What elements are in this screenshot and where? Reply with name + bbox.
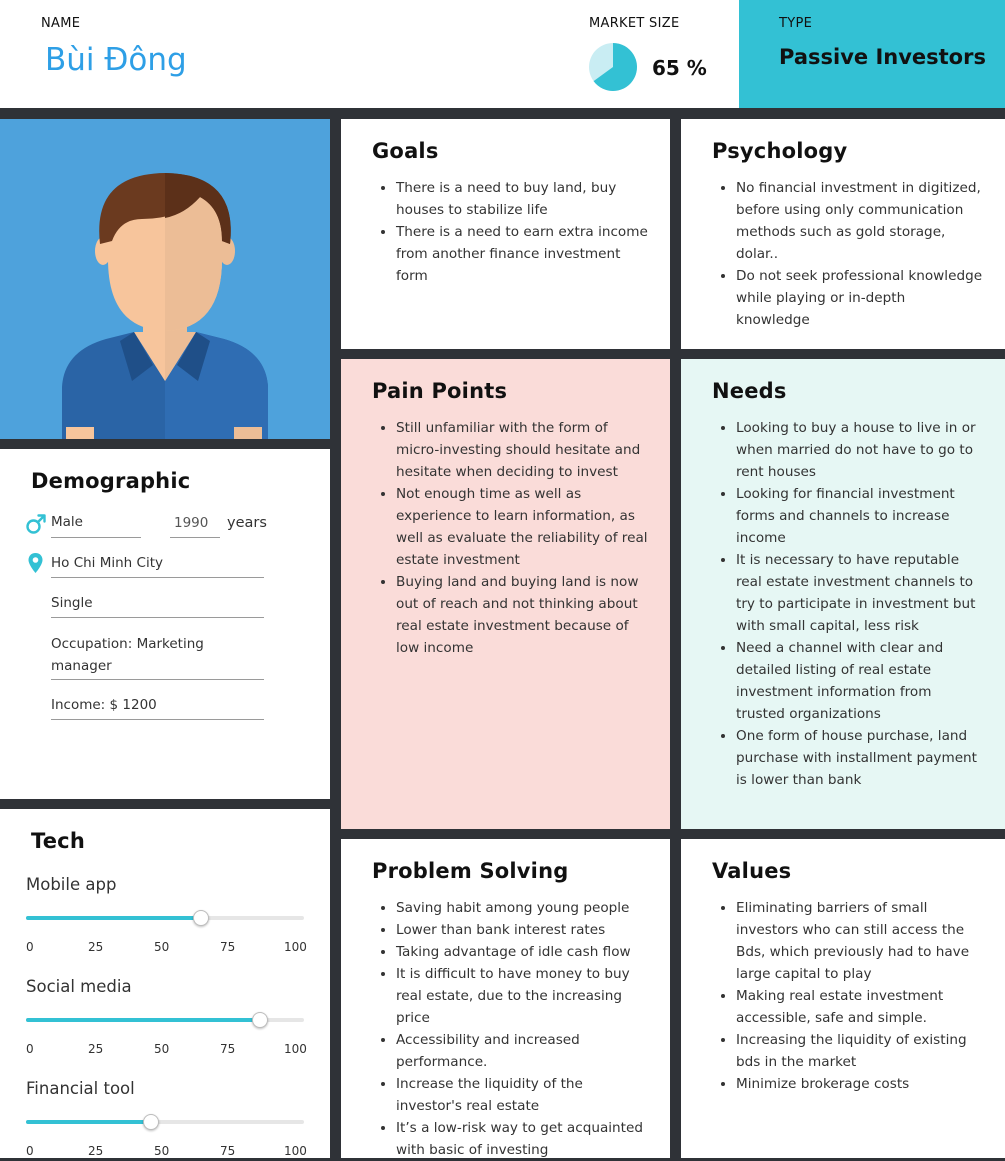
tick-label: 75 [220, 1042, 236, 1056]
values-card [681, 839, 1005, 1158]
pain-points-title: Pain Points [372, 379, 508, 403]
market-size-value: 65 % [652, 56, 707, 80]
tick-label: 0 [26, 1144, 34, 1158]
goals-list [396, 177, 648, 287]
tick-label: 75 [220, 1144, 236, 1158]
list-item: • Accessibility and increased performance. [396, 1029, 648, 1073]
list-item: • One form of house purchase, land purchase with installment payment is lower than bank [736, 725, 983, 791]
list-item: • It is necessary to have reputable real estate investment channels to try to participate in investment but with small capital, less risk [736, 549, 983, 637]
list-item: • Saving habit among young people [396, 897, 648, 919]
slider-ticks [26, 1042, 306, 1058]
type-panel [739, 0, 1005, 108]
birth-year-underline [170, 537, 220, 538]
status-underline [51, 617, 264, 618]
persona-name: Bùi Đông [45, 42, 187, 78]
needs-list [736, 417, 983, 791]
years-label: years [227, 515, 267, 531]
person-illustration [0, 119, 330, 439]
tech-title: Tech [31, 829, 85, 853]
gender-underline [51, 537, 141, 538]
slider-financial-tool[interactable] [26, 1120, 304, 1124]
location-underline [51, 577, 264, 578]
type-label: TYPE [779, 16, 813, 31]
slider-ticks [26, 1144, 306, 1160]
list-item: • It is difficult to have money to buy real estate, due to the increasing price [396, 963, 648, 1029]
pain-points-card [341, 359, 670, 829]
slider-handle[interactable] [193, 910, 209, 926]
occupation-field[interactable]: Occupation: Marketing manager [51, 636, 204, 674]
male-gender-icon [25, 513, 47, 535]
tick-label: 75 [220, 940, 236, 954]
goals-card [341, 119, 670, 349]
list-item: • Increasing the liquidity of existing bds in the market [736, 1029, 983, 1073]
income-underline [51, 719, 264, 720]
list-item: • Not enough time as well as experience to learn information, as well as evaluate the reliability of real estate investment [396, 483, 648, 571]
list-item: • Making real estate investment accessible, safe and simple. [736, 985, 983, 1029]
list-item: • Do not seek professional knowledge while playing or in-depth knowledge [736, 265, 983, 331]
slider-label-social-media: Social media [26, 977, 132, 996]
list-item: • Minimize brokerage costs [736, 1073, 983, 1095]
name-label: NAME [41, 16, 81, 31]
tick-label: 25 [88, 1042, 104, 1056]
slider-social-media[interactable] [26, 1018, 304, 1022]
market-size-label: MARKET SIZE [589, 16, 680, 31]
list-item: • Buying land and buying land is now out of reach and not thinking about real estate investment because of low income [396, 571, 648, 659]
occupation-underline [51, 679, 264, 680]
birth-year-field[interactable]: 1990 [174, 515, 209, 531]
tick-label: 100 [284, 940, 307, 954]
demographic-title: Demographic [31, 469, 191, 493]
slider-handle[interactable] [252, 1012, 268, 1028]
goals-title: Goals [372, 139, 439, 163]
slider-label-financial-tool: Financial tool [26, 1079, 135, 1098]
tick-label: 0 [26, 1042, 34, 1056]
market-size-pie [589, 43, 637, 91]
psychology-list [736, 177, 983, 331]
problem-solving-card [341, 839, 670, 1158]
list-item: • No financial investment in digitized, before using only communication methods such as gold storage, dolar.. [736, 177, 983, 265]
list-item: • Looking for financial investment forms and channels to increase income [736, 483, 983, 549]
header [0, 0, 1005, 108]
demographic-card [0, 449, 330, 799]
gender-field[interactable]: Male [51, 514, 83, 530]
status-field[interactable]: Single [51, 595, 93, 611]
needs-title: Needs [712, 379, 787, 403]
psychology-card [681, 119, 1005, 349]
location-pin-icon [27, 552, 44, 574]
slider-fill [26, 916, 201, 920]
slider-label-mobile-app: Mobile app [26, 875, 117, 894]
problem-solving-list [396, 897, 648, 1161]
list-item: • Eliminating barriers of small investors who can still access the Bds, which previously had to have large capital to play [736, 897, 983, 985]
tick-label: 0 [26, 940, 34, 954]
pain-points-list [396, 417, 648, 659]
psychology-title: Psychology [712, 139, 848, 163]
tick-label: 50 [154, 1144, 170, 1158]
list-item: • Lower than bank interest rates [396, 919, 648, 941]
slider-fill [26, 1120, 151, 1124]
avatar [0, 119, 330, 439]
list-item: • Still unfamiliar with the form of micro-investing should hesitate and hesitate when deciding to invest [396, 417, 648, 483]
values-title: Values [712, 859, 792, 883]
list-item: • There is a need to earn extra income from another finance investment form [396, 221, 648, 287]
slider-handle[interactable] [143, 1114, 159, 1130]
tick-label: 100 [284, 1042, 307, 1056]
list-item: • Increase the liquidity of the investor's real estate [396, 1073, 648, 1117]
slider-ticks [26, 940, 306, 956]
tick-label: 50 [154, 940, 170, 954]
income-field[interactable]: Income: $ 1200 [51, 697, 157, 713]
slider-mobile-app[interactable] [26, 916, 304, 920]
tick-label: 25 [88, 940, 104, 954]
list-item: • Looking to buy a house to live in or when married do not have to go to rent houses [736, 417, 983, 483]
location-field[interactable]: Ho Chi Minh City [51, 555, 163, 571]
tick-label: 50 [154, 1042, 170, 1056]
list-item: • Taking advantage of idle cash flow [396, 941, 648, 963]
list-item: • There is a need to buy land, buy houses to stabilize life [396, 177, 648, 221]
persona-type: Passive Investors [779, 45, 986, 69]
tick-label: 25 [88, 1144, 104, 1158]
values-list [736, 897, 983, 1095]
slider-fill [26, 1018, 260, 1022]
tick-label: 100 [284, 1144, 307, 1158]
problem-solving-title: Problem Solving [372, 859, 569, 883]
list-item: • It’s a low-risk way to get acquainted with basic of investing [396, 1117, 648, 1161]
tech-card [0, 809, 330, 1158]
list-item: • Need a channel with clear and detailed listing of real estate investment information from trusted organizations [736, 637, 983, 725]
needs-card [681, 359, 1005, 829]
